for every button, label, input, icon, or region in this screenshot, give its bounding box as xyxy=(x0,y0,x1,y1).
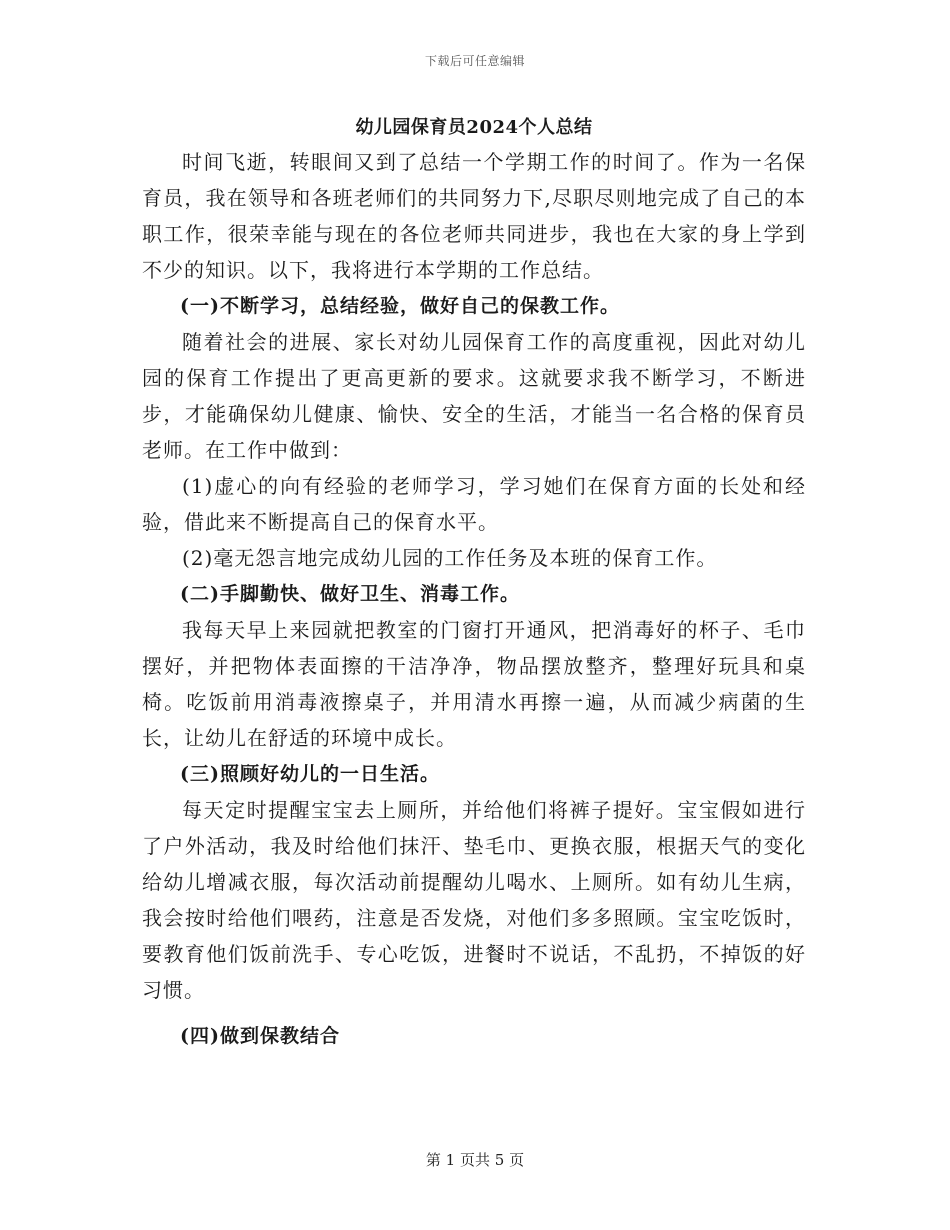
section-heading-2: (二)手脚勤快、做好卫生、消毒工作。 xyxy=(180,583,520,605)
section-heading-4: (四)做到保教结合 xyxy=(180,1025,340,1047)
page-number: 第 1 页共 5 页 xyxy=(425,1151,525,1169)
section-1-paragraph: 随着社会的进展、家长对幼儿园保育工作的高度重视，因此对幼儿园的保育工作提出了更高更新的要求。这就要求我不断学习，不断进步，才能确保幼儿健康、愉快、安全的生活，才能当一名合格的保育员老师。在工作中做到： xyxy=(142,330,806,462)
page-header-note: 下载后可任意编辑 xyxy=(424,54,525,68)
section-2-paragraph: 我每天早上来园就把教室的门窗打开通风，把消毒好的杯子、毛巾摆好，并把物体表面擦的干洁净净，物品摆放整齐，整理好玩具和桌椅。吃饭前用消毒液擦桌子，并用清水再擦一遍，从而减少病菌的生长，让幼儿在舒适的环境中成长。 xyxy=(142,618,806,750)
section-1-item-2: (2)毫无怨言地完成幼儿园的工作任务及本班的保育工作。 xyxy=(182,546,718,570)
section-3-paragraph: 每天定时提醒宝宝去上厕所，并给他们将裤子提好。宝宝假如进行了户外活动，我及时给他们抹汗、垫毛巾、更换衣服，根据天气的变化给幼儿增减衣服，每次活动前提醒幼儿喝水、上厕所。如有幼儿生病，我会按时给他们喂药，注意是否发烧，对他们多多照顾。宝宝吃饭时，要教育他们饭前洗手、专心吃饭，进餐时不说话，不乱扔，不掉饭的好习惯。 xyxy=(142,798,806,1002)
document-title: 幼儿园保育员2024个人总结 xyxy=(355,117,593,138)
section-heading-1: (一)不断学习，总结经验，做好自己的保教工作。 xyxy=(180,295,620,317)
document-body xyxy=(142,112,806,1054)
section-1-item-1: (1)虚心的向有经验的老师学习，学习她们在保育方面的长处和经验，借此来不断提高自己的保育水平。 xyxy=(142,474,806,534)
section-heading-3: (三)照顾好幼儿的一日生活。 xyxy=(180,763,440,785)
intro-paragraph: 时间飞逝，转眼间又到了总结一个学期工作的时间了。作为一名保育员，我在领导和各班老师们的共同努力下,尽职尽则地完成了自己的本职工作，很荣幸能与现在的各位老师共同进步，我也在大家的身上学到不少的知识。以下，我将进行本学期的工作总结。 xyxy=(142,150,806,282)
